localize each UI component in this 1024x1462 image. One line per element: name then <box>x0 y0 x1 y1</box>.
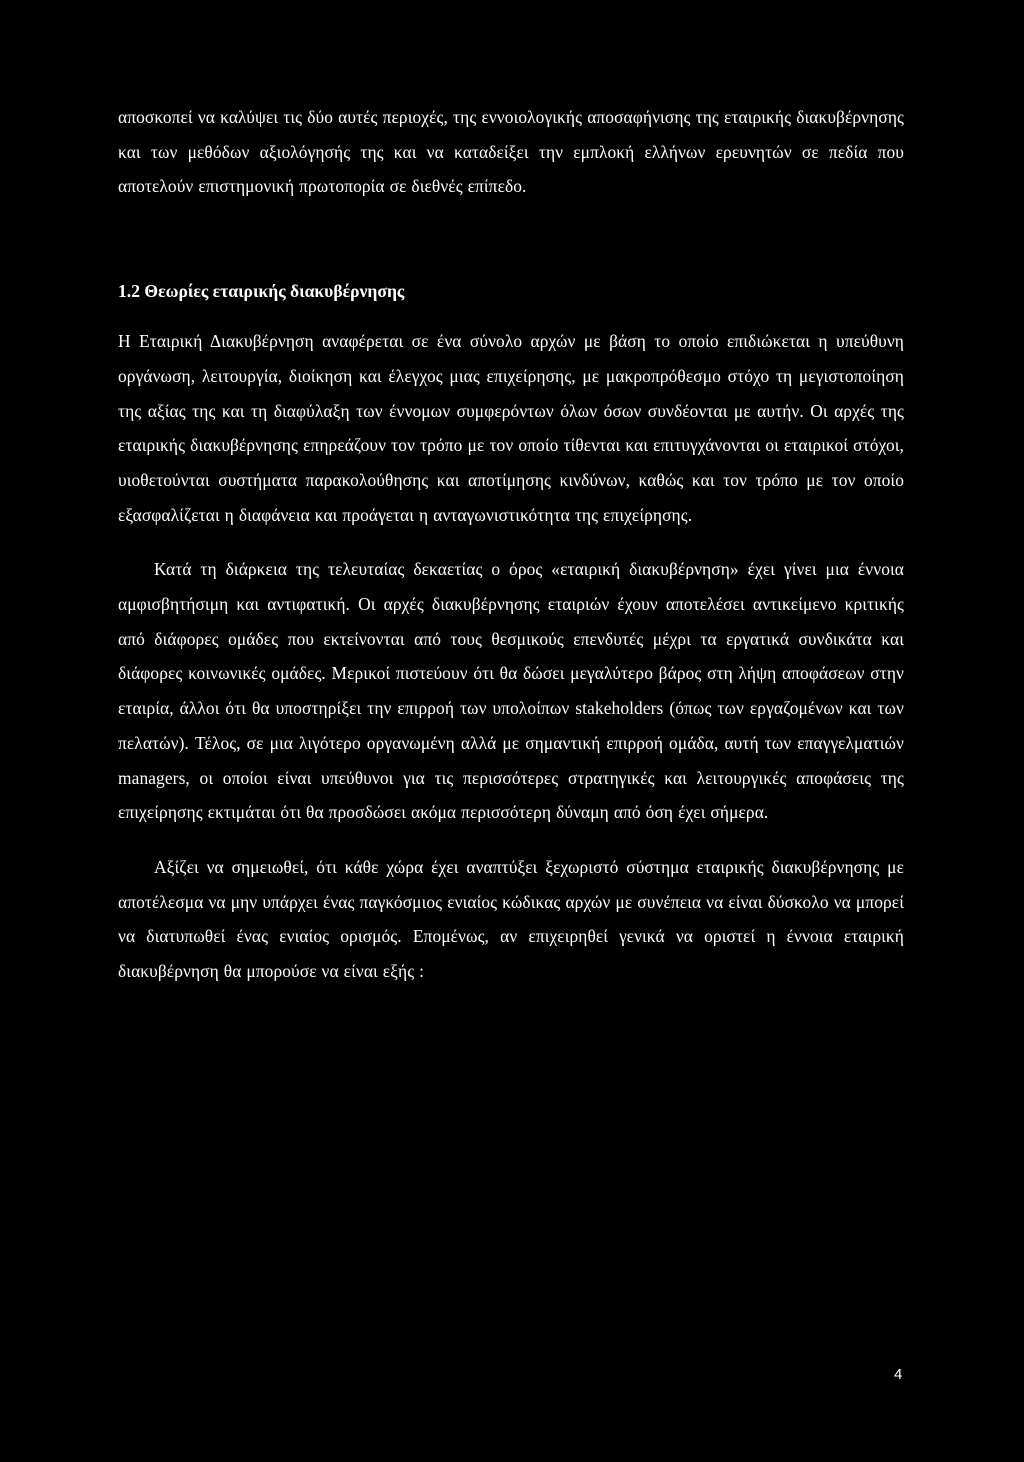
paragraph-controversy: Κατά τη διάρκεια της τελευταίας δεκαετίας ο όρος «εταιρική διακυβέρνηση» έχει γίνει μια έννοια αμφισβητήσιμη και αντιφατική. Οι αρχές διακυβέρνησης εταιριών έχουν αποτελέσει αντικείμενο κριτικής από διάφορες ομάδες που εκτείνονται από τους θεσμικούς επενδυτές μέχρι τα εργατικά συνδικάτα και διάφορες κοινωνικές ομάδες. Μερικοί πιστεύουν ότι θα δώσει μεγαλύτερο βάρος στη λήψη αποφάσεων στην εταιρία, άλλοι ότι θα υποστηρίξει την επιρροή των υπολοίπων stakeholders (όπως των εργαζομένων και των πελατών). Τέλος, σε μια λιγότερο οργανωμένη αλλά με σημαντική επιρροή ομάδα, αυτή των επαγγελματιών managers, οι οποίοι είναι υπεύθυνοι για τις περισσότερες στρατηγικές και λειτουργικές αποφάσεις της επιχείρησης εκτιμάται ότι θα προσδώσει ακόμα περισσότερη δύναμη από όση έχει σήμερα. <box>118 559 904 823</box>
page-number: 4 <box>894 1366 903 1383</box>
section-heading: 1.2 Θεωρίες εταιρικής διακυβέρνησης <box>118 281 405 302</box>
paragraph-national-systems: Αξίζει να σημειωθεί, ότι κάθε χώρα έχει αναπτύξει ξεχωριστό σύστημα εταιρικής διακυβέρνησης με αποτέλεσμα να μην υπάρχει ένας παγκόσμιος ενιαίος κώδικας αρχών με συνέπεια να είναι δύσκολο να μπορεί να διατυπωθεί ένας ενιαίος ορισμός. Επομένως, αν επιχειρηθεί γενικά να οριστεί η έννοια εταιρική διακυβέρνηση θα μπορούσε να είναι εξής : <box>118 856 904 982</box>
intro-paragraph: αποσκοπεί να καλύψει τις δύο αυτές περιοχές, της εννοιολογικής αποσαφήνισης της εταιρικής διακυβέρνησης και των μεθόδων αξιολόγησής της και να καταδείξει την εμπλοκή ελλήνων ερευνητών σε πεδία που αποτελούν επιστημονική πρωτοπορία σε διεθνές επίπεδο. <box>118 107 904 197</box>
document-page <box>118 100 904 989</box>
paragraph-definition: Η Εταιρική Διακυβέρνηση αναφέρεται σε ένα σύνολο αρχών με βάση το οποίο επιδιώκεται η υπεύθυνη οργάνωση, λειτουργία, διοίκηση και έλεγχος μιας επιχείρησης, με μακροπρόθεσμο στόχο τη μεγιστοποίηση της αξίας της και τη διαφύλαξη των έννομων συμφερόντων όλων όσων συνδέονται με αυτήν. Οι αρχές της εταιρικής διακυβέρνησης επηρεάζουν τον τρόπο με τον οποίο τίθενται και επιτυγχάνονται οι εταιρικοί στόχοι, υιοθετούνται συστήματα παρακολούθησης και αποτίμησης κινδύνων, καθώς και τον τρόπο με τον οποίο εξασφαλίζεται η διαφάνεια και προάγεται η ανταγωνιστικότητα της επιχείρησης. <box>118 331 904 525</box>
